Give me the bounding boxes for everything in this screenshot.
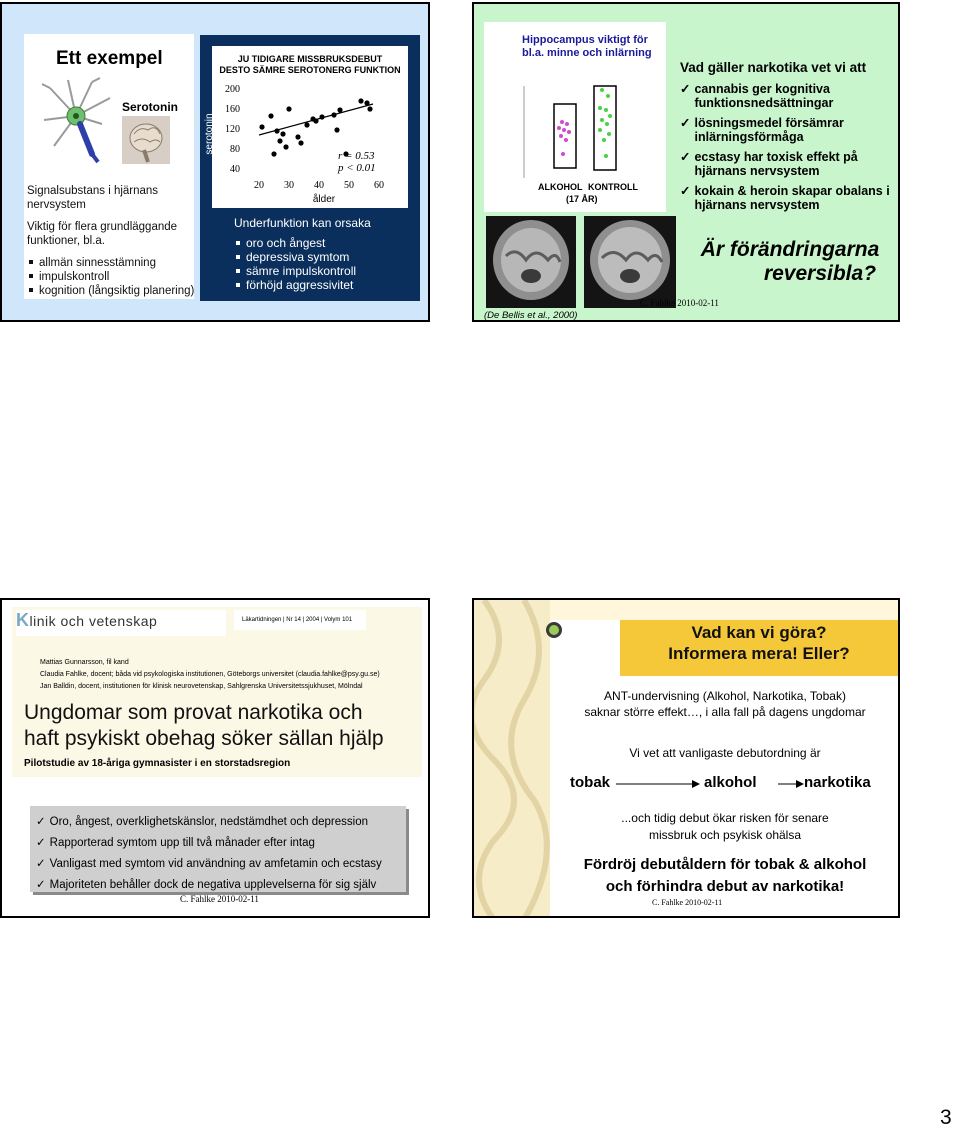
left-bullet: allmän sinnesstämning (27, 256, 194, 270)
data-point (364, 100, 369, 105)
data-point (274, 128, 279, 133)
x-tick-label: 30 (284, 180, 294, 191)
slide-vad-kan-vi-gora (472, 598, 900, 918)
decorative-bulb-icon (544, 620, 564, 640)
y-tick-label: 160 (225, 104, 240, 115)
dark-bullets (234, 236, 356, 292)
hippocampus-volume-plot (514, 84, 664, 182)
y-tick-label: 120 (225, 124, 240, 135)
left-text (27, 184, 194, 298)
credit: C. Fahlke 2010-02-11 (180, 894, 259, 904)
check-item: ✓ ecstasy har toxisk effekt på hjärnans nervsystem (680, 150, 858, 178)
x-tick-label: 60 (374, 180, 384, 191)
data-point (337, 107, 342, 112)
check-icon: ✓ (36, 816, 46, 828)
serotonin-label: Serotonin (122, 100, 178, 114)
dark-bullet: förhöjd aggressivitet (234, 278, 356, 292)
slide-title: Vad kan vi göra? Informera mera! Eller? (668, 623, 850, 663)
reversible-question: Är förändringarna reversibla? (700, 238, 880, 285)
subhead: Pilotstudie av 18-åriga gymnasister i en storstadsregion (24, 758, 291, 769)
seq-narkotika: narkotika (804, 774, 871, 791)
x-tick-label: 20 (254, 180, 264, 191)
data-point (280, 131, 285, 136)
y-tick-label: 40 (230, 164, 240, 175)
y-tick-label: 80 (230, 144, 240, 155)
credit: C. Fahlke 2010-02-11 (640, 298, 719, 308)
data-point (271, 151, 276, 156)
slide-serotonin (0, 2, 430, 322)
findings-list (36, 812, 382, 896)
data-point (268, 113, 273, 118)
heading: Vad gäller narkotika vet vi att (680, 60, 867, 75)
page-number: 3 (940, 1106, 952, 1129)
data-point (304, 122, 309, 127)
decorative-pattern (474, 600, 550, 918)
check-icon: ✓ (680, 150, 691, 164)
check-icon: ✓ (36, 858, 46, 870)
finding-item: ✓ Majoriteten behåller dock de negativa upplevelserna för sig själv (36, 879, 377, 891)
left-line: Signalsubstans i hjärnans (27, 185, 159, 197)
data-point (298, 140, 303, 145)
data-point (358, 98, 363, 103)
left-bullet: impulskontroll (27, 270, 194, 284)
ant-text: ANT-undervisning (Alkohol, Narkotika, Tobak) saknar större effekt…, i alla fall på dagens ungdomar (584, 689, 866, 719)
r-value: r = 0.53 (338, 150, 375, 162)
mri-kontroll-image (584, 216, 676, 308)
left-line: funktioner, bl.a. (27, 235, 105, 247)
journal-section: Klinik och vetenskap (16, 610, 158, 630)
left-line: Viktig för flera grundläggande (27, 221, 178, 233)
x-axis-label: ålder (312, 194, 336, 205)
y-axis-label: serotonin (204, 113, 215, 155)
slide-title: Ett exempel (56, 48, 163, 69)
data-point (331, 112, 336, 117)
data-point (313, 118, 318, 123)
check-item: ✓ kokain & heroin skapar obalans i hjärnans nervsystem (680, 184, 890, 212)
brain-illustration (122, 116, 170, 164)
slide-narkotika (472, 2, 900, 322)
journal-meta: Läkartidningen | Nr 14 | 2004 | Volym 101 (234, 610, 366, 630)
chart-title: JU TIDIGARE MISSBRUKSDEBUT DESTO SÄMRE SEROTONERG FUNKTION (219, 54, 401, 75)
early-debut-text: ...och tidig debut ökar risken för senare missbruk och psykisk ohälsa (621, 811, 829, 842)
data-point (295, 134, 300, 139)
underfunktion-heading: Underfunktion kan orsaka (234, 216, 371, 230)
dark-bullet: sämre impulskontroll (234, 264, 356, 278)
data-point (367, 106, 372, 111)
finding-item: ✓ Rapporterad symtom upp till två månader efter intag (36, 837, 315, 849)
data-point (286, 106, 291, 111)
data-point (334, 127, 339, 132)
seq-tobak: tobak (570, 774, 611, 791)
credit: C. Fahlke 2010-02-11 (652, 898, 723, 907)
left-bullet: kognition (långsiktig planering) (27, 284, 194, 298)
finding-item: ✓ Oro, ångest, overklighetskänslor, nedstämdhet och depression (36, 816, 368, 828)
p-value: p < 0.01 (338, 162, 376, 174)
check-icon: ✓ (680, 184, 691, 198)
left-line: nervsystem (27, 199, 86, 211)
check-icon: ✓ (680, 82, 691, 96)
slide-article (0, 598, 430, 918)
check-icon: ✓ (36, 879, 46, 891)
authors: Mattias Gunnarsson, fil kand Claudia Fahlke, docent; båda vid psykologiska institutionen, Göteborgs universitet (claudia.fahlke@psy.gu.se) Jan Balldin, docent, institutionen för klinisk neurovetenskap, Sahlgrenska Universitetssjukhuset, Mölndal (40, 659, 380, 690)
data-point (259, 124, 264, 129)
data-point (277, 138, 282, 143)
data-point (283, 144, 288, 149)
sequence-arrows (616, 776, 806, 792)
check-icon: ✓ (36, 837, 46, 849)
data-point (319, 114, 324, 119)
check-icon: ✓ (680, 116, 691, 130)
x-tick-label: 50 (344, 180, 354, 191)
hippo-title: Hippocampus viktigt för bl.a. minne och inlärning (522, 34, 652, 59)
neuron-illustration (40, 76, 116, 166)
x-tick-label: 40 (314, 180, 324, 191)
seq-alkohol: alkohol (704, 774, 757, 791)
label-alkohol: ALKOHOL (538, 182, 583, 192)
debut-line: Vi vet att vanligaste debutordning är (629, 746, 821, 760)
mri-alkohol-image (486, 216, 576, 308)
call-to-action: Fördröj debutåldern för tobak & alkohol och förhindra debut av narkotika! (583, 856, 867, 895)
check-item: ✓ lösningsmedel försämrar inlärningsförmåga (680, 116, 844, 144)
check-item: ✓ cannabis ger kognitiva funktionsnedsättningar (680, 82, 834, 110)
citation: (De Bellis et al., 2000) (484, 310, 578, 321)
dark-bullet: oro och ångest (234, 236, 356, 250)
dark-bullet: depressiva symtom (234, 250, 356, 264)
label-kontroll: KONTROLL (588, 182, 638, 192)
finding-item: ✓ Vanligast med symtom vid användning av amfetamin och ecstasy (36, 858, 382, 870)
check-list (680, 82, 894, 218)
scatter-chart (200, 44, 420, 214)
headline: Ungdomar som provat narkotika och haft psykiskt obehag söker sällan hjälp (24, 701, 384, 750)
label-age: (17 ÅR) (566, 194, 598, 204)
y-tick-label: 200 (225, 84, 240, 95)
